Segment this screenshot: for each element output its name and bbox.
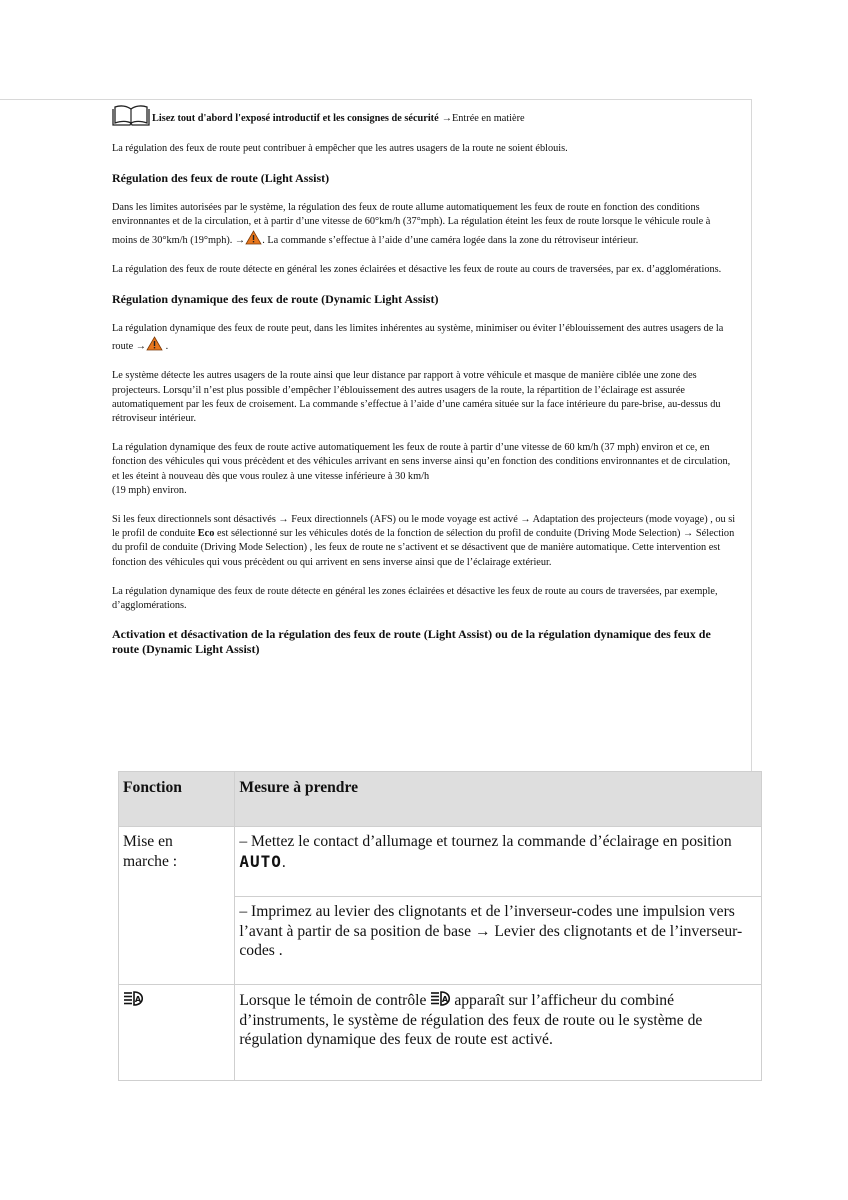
row-label-mise-en-marche: Mise en marche : (119, 827, 235, 985)
heading-dynamic-light-assist: Régulation dynamique des feux de route (Dynamic Light Assist) (112, 292, 439, 307)
heading-light-assist: Régulation des feux de route (Light Assist) (112, 171, 330, 186)
indicator-text-b: apparaît sur l’afficheur du combiné d’instruments, le système de régulation des feux de route ou le système de régulation dynamique des feux de route est activé. (239, 992, 703, 1048)
paragraph-2-text-b: . La commande s’effectue à l’aide d’une caméra logée dans la zone du rétroviseur intérieur. (262, 234, 639, 246)
intro-line (112, 104, 738, 126)
paragraph-8: La régulation dynamique des feux de route détecte en général les zones éclairées et désactive les feux de route au cours de traversées, par exemple, d’agglomérations. (112, 585, 718, 612)
paragraph-6-text: La régulation dynamique des feux de route active automatiquement les feux de route à partir d’une vitesse de 60 km/h (37 mph) environ et ce, en fonction des véhicules qui vous précèdent et des véhicules arrivant en sens inverse ainsi qu’en fonction des conditions environnantes et de circulation, et les éteint à nouveau dès que vous roulez à une vitesse inférieure à 30 km/h (112, 442, 731, 482)
indicator-text-a: Lorsque le témoin de contrôle (239, 992, 431, 1009)
high-beam-assist-icon (430, 990, 454, 1006)
table-row (119, 985, 762, 1081)
paragraph-3: La régulation des feux de route détecte en général les zones éclairées et désactive les feux de route au cours de traversées, par ex. d’agglomérations. (112, 263, 722, 275)
auto-symbol: AUTO (239, 851, 282, 871)
book-icon (112, 104, 150, 126)
heading-activation: Activation et désactivation de la régulation des feux de route (Light Assist) ou de la régulation dynamique des feux de route (Dynamic Light Assist) (112, 627, 711, 657)
row-action-indicator (235, 985, 762, 1081)
paragraph-7-text-b: est sélectionné sur les véhicules dotés de la fonction de sélection du profil de conduite (Driving Mode Selection) → Sélection du profil de conduite (Driving Mode Selection) , les feux de route ne s’activent et se désactivent que de manière automatique. Cette intervention est fonction des véhicules qui vous précèdent ou qui arrivent en sens inverse ainsi que de l’éclairage extérieur. (112, 528, 735, 568)
paragraph-4-text-b: . (163, 341, 169, 353)
intro-link[interactable]: →Entrée en matière (441, 112, 525, 124)
svg-text:A: A (134, 995, 142, 1004)
paragraph-4-text-a: La régulation dynamique des feux de route peut, dans les limites inhérentes au système, minimiser ou éviter l’éblouissement des autres usagers de la route → (112, 323, 724, 353)
paragraph-6-end: (19 mph) environ. (112, 484, 187, 496)
page-frame-right (751, 99, 752, 771)
paragraph-2 (112, 201, 738, 248)
intro-safety-notice: Lisez tout d'abord l'exposé introductif et les consignes de sécurité (152, 112, 439, 124)
document-body (112, 104, 738, 672)
svg-text:A: A (442, 995, 449, 1004)
header-mesure: Mesure à prendre (235, 772, 762, 827)
paragraph-5: Le système détecte les autres usagers de la route ainsi que leur distance par rapport à votre véhicule et masque de manière ciblée une zone des projecteurs. Lorsqu’il n’est plus possible d’empêcher l’éblouissement des autres usagers de la route, la répartition de l’éclairage est assurée automatiquement par les feux de croisement. La commande s’effectue à l’aide d’une caméra située sur la face intérieure du pare-brise, au-dessus du rétroviseur intérieur. (112, 370, 721, 425)
warning-icon[interactable] (146, 336, 163, 351)
action-1-text: – Mettez le contact d’allumage et tournez la commande d’éclairage en position (239, 833, 732, 850)
eco-profile-label: Eco (197, 528, 215, 540)
paragraph-6 (112, 441, 738, 498)
table-row (119, 827, 762, 897)
paragraph-4 (112, 322, 738, 354)
paragraph-7-text-a: Si les feux directionnels sont désactivés → Feux directionnels (AFS) ou le mode voyage est activé → Adaptation des projecteurs (mode voyage) , ou si le profil de conduite (112, 514, 736, 540)
page-frame-top (0, 99, 752, 100)
action-1-end: . (281, 853, 286, 871)
function-table (118, 771, 762, 1081)
paragraph-1: La régulation des feux de route peut contribuer à empêcher que les autres usagers de la route ne soient éblouis. (112, 143, 568, 154)
header-fonction: Fonction (119, 772, 235, 827)
row-action-2: – Imprimez au levier des clignotants et de l’inverseur-codes une impulsion vers l’avant à partir de sa position de base → Levier des clignotants et de l’inverseur-codes . (235, 897, 762, 985)
paragraph-7 (112, 513, 738, 570)
table-header-row (119, 772, 762, 827)
row-label-indicator (119, 985, 235, 1081)
high-beam-assist-icon (123, 990, 147, 1006)
row-action-1 (235, 827, 762, 897)
warning-icon[interactable] (245, 230, 262, 245)
paragraph-2-text-a: Dans les limites autorisées par le système, la régulation des feux de route allume automatiquement les feux de route en fonction des conditions environnantes et de la circulation, et à partir d’une vitesse de 60°km/h (37°mph). La régulation éteint les feux de route lorsque le véhicule roule à moins de 30°km/h (19°mph). → (112, 202, 711, 246)
